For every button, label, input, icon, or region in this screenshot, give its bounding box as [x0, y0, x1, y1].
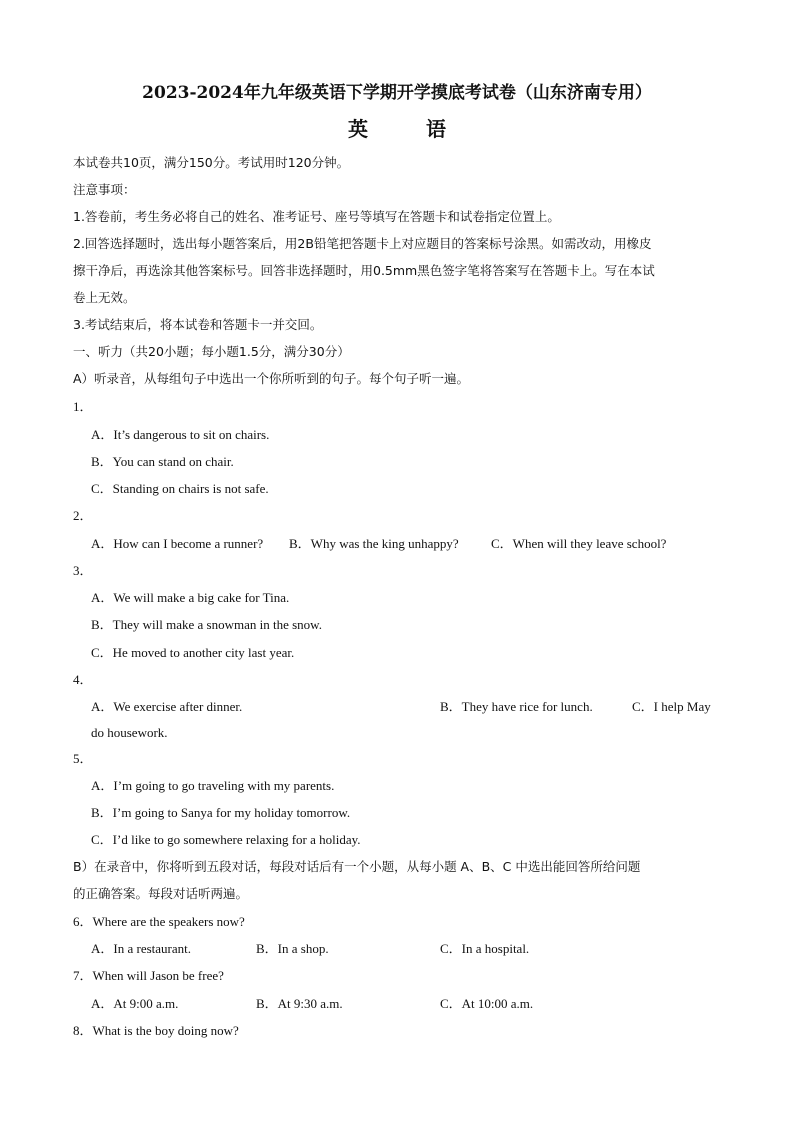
question-5-option-b: B．I’m going to Sanya for my holiday tomorrow. [91, 805, 351, 820]
note-item-1: 1.答卷前，考生务必将自己的姓名、准考证号、座号等填写在答题卡和试卷指定位置上。 [73, 209, 560, 224]
section-listening-heading: 一、听力（共20小题；每小题1.5分，满分30分） [73, 344, 350, 359]
question-3-number: 3． [73, 563, 93, 578]
question-3-option-a: A．We will make a big cake for Tina. [91, 590, 290, 605]
question-4-option-b: B．They have rice for lunch. [440, 699, 593, 714]
part-a-instructions: A）听录音，从每组句子中选出一个你所听到的句子。每个句子听一遍。 [73, 371, 470, 386]
subject-title: 英语 [348, 117, 504, 141]
note-item-2-line-3: 卷上无效。 [73, 290, 136, 305]
question-5-option-c: C．I’d like to go somewhere relaxing for a holiday. [91, 832, 361, 847]
question-6-stem: 6．Where are the speakers now? [73, 914, 245, 929]
question-4-option-c-continued: do housework. [91, 725, 168, 740]
question-4-option-c: C．I help May [632, 699, 711, 714]
question-6-option-c: C．In a hospital. [440, 941, 530, 956]
question-7-option-a: A．At 9:00 a.m. [91, 996, 179, 1011]
question-4-number: 4． [73, 672, 93, 687]
notes-heading: 注意事项： [73, 182, 136, 197]
note-item-2-line-2: 擦干净后，再选涂其他答案标号。回答非选择题时，用0.5mm黑色签字笔将答案写在答题卡上。写在本试 [73, 263, 655, 278]
question-6-option-a: A．In a restaurant. [91, 941, 191, 956]
question-7-option-b: B．At 9:30 a.m. [256, 996, 343, 1011]
question-6-option-b: B．In a shop. [256, 941, 329, 956]
part-b-instructions-line-2: 的正确答案。每段对话听两遍。 [73, 886, 249, 901]
question-3-option-b: B．They will make a snowman in the snow. [91, 617, 322, 632]
note-item-2-line-1: 2.回答选择题时，选出每小题答案后，用2B铅笔把答题卡上对应题目的答案标号涂黑。如需改动，用橡皮 [73, 236, 652, 251]
question-1-option-a: A．It’s dangerous to sit on chairs. [91, 427, 270, 442]
part-b-instructions-line-1: B）在录音中，你将听到五段对话，每段对话后有一个小题，从每小题 A、B、C 中选出能回答所给问题 [73, 859, 641, 874]
note-item-3: 3.考试结束后，将本试卷和答题卡一并交回。 [73, 317, 323, 332]
question-2-option-c: C．When will they leave school? [491, 536, 667, 551]
question-1-number: 1． [73, 399, 93, 414]
question-4-option-a: A．We exercise after dinner. [91, 699, 243, 714]
question-8-stem: 8．What is the boy doing now? [73, 1023, 239, 1038]
question-2-option-a: A．How can I become a runner? [91, 536, 264, 551]
exam-title: 2023-2024年九年级英语下学期开学摸底考试卷（山东济南专用） [142, 83, 652, 103]
question-5-option-a: A．I’m going to go traveling with my parents. [91, 778, 335, 793]
question-7-stem: 7．When will Jason be free? [73, 968, 224, 983]
exam-intro: 本试卷共10页，满分150分。考试用时120分钟。 [73, 155, 350, 170]
question-5-number: 5． [73, 751, 93, 766]
question-1-option-c: C．Standing on chairs is not safe. [91, 481, 269, 496]
question-7-option-c: C．At 10:00 a.m. [440, 996, 534, 1011]
question-3-option-c: C．He moved to another city last year. [91, 645, 295, 660]
question-2-number: 2． [73, 508, 93, 523]
question-2-option-b: B．Why was the king unhappy? [289, 536, 459, 551]
question-1-option-b: B．You can stand on chair. [91, 454, 234, 469]
